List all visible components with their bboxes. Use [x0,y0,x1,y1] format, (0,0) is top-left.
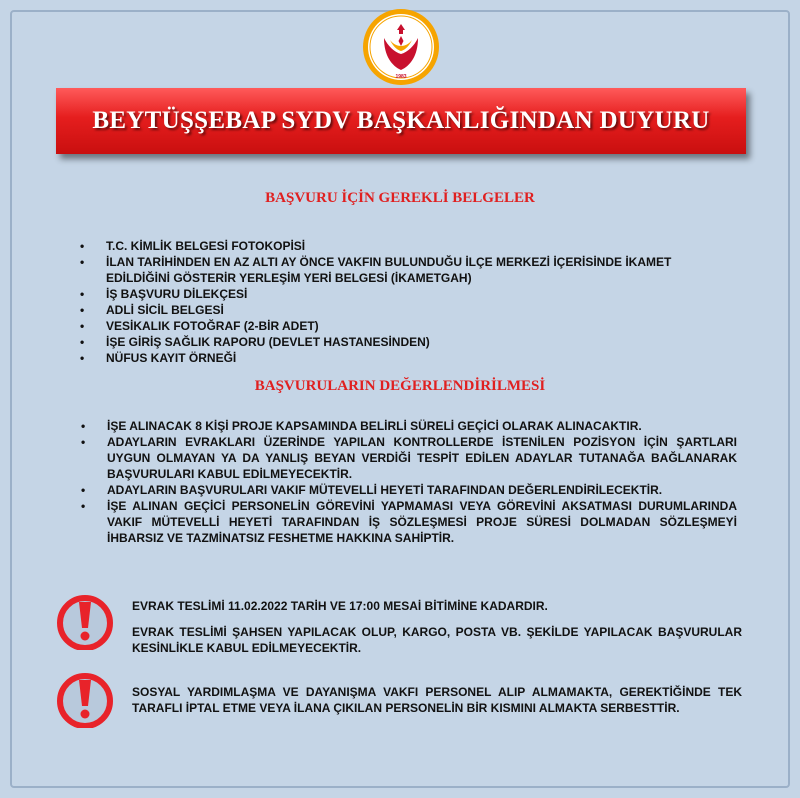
delivery-notice: EVRAK TESLİMİ ŞAHSEN YAPILACAK OLUP, KARGO, POSTA VB. ŞEKİLDE YAPILACAK BAŞVURULAR KESİNLİKLE KABUL EDİLMEYECEKTİR. [132,625,742,655]
documents-heading: BAŞVURU İÇİN GEREKLİ BELGELER [265,190,535,206]
evaluation-heading: BAŞVURULARIN DEĞERLENDİRİLMESİ [254,378,546,394]
page-title: BEYTÜŞŞEBAP SYDV BAŞKANLIĞINDAN DUYURU [92,107,710,134]
list-item: • ADAYLARIN EVRAKLARI ÜZERİNDE YAPILAN KONTROLLERDE İSTENİLEN POZİSYON İÇİN ŞARTLARI UYGUN OLMAYAN YA DA YANLIŞ BEYAN VERDİĞİ TESPİT EDİLEN ADAYLAR TUTANAĞA BAĞLANARAK BAŞVURULARI KABUL EDİLMEYECEKTİR. [107,434,737,482]
evaluation-list [107,418,737,546]
exclamation-circle-icon [57,594,113,650]
deadline-notice: EVRAK TESLİMİ 11.02.2022 TARİH VE 17:00 MESAİ BİTİMİNE KADARDIR. [132,599,548,613]
list-item: • NÜFUS KAYIT ÖRNEĞİ [106,350,706,366]
documents-list [106,238,706,366]
title-banner [56,88,746,154]
list-item: • İŞE ALINACAK 8 KİŞİ PROJE KAPSAMINDA BELİRLİ SÜRELİ GEÇİCİ OLARAK ALINACAKTIR. [107,418,737,434]
rights-notice: SOSYAL YARDIMLAŞMA VE DAYANIŞMA VAKFI PERSONEL ALIP ALMAMAKTA, GEREKTİĞİNDE TEK TARAFLI İPTAL ETME VEYA İLANA ÇIKILAN PERSONELİN BİR KISMINI ALMAKTA SERBESTTİR. [132,685,742,715]
logo-year: 1983 [395,74,407,80]
list-item: • ADAYLARIN BAŞVURULARI VAKIF MÜTEVELLİ HEYETİ TARAFINDAN DEĞERLENDİRİLECEKTİR. [107,482,737,498]
exclamation-circle-icon [57,672,113,728]
list-item: • İŞ BAŞVURU DİLEKÇESİ [106,286,706,302]
list-item: • İLAN TARİHİNDEN EN AZ ALTI AY ÖNCE VAKFIN BULUNDUĞU İLÇE MERKEZİ İÇERİSİNDE İKAMET EDİLDİĞİNİ GÖSTERİR YERLEŞİM YERİ BELGESİ (İKAMETGAH) [106,254,706,286]
list-item: • ADLİ SİCİL BELGESİ [106,302,706,318]
list-item: • İŞE ALINAN GEÇİCİ PERSONELİN GÖREVİNİ YAPMAMASI VEYA GÖREVİNİ AKSATMASI DURUMLARINDA VAKIF MÜTEVELLİ HEYETİ TARAFINDAN İŞ SÖZLEŞMESİ PROJE SÜRESİ DOLMADAN SÖZLEŞMEYİ İHBARSIZ VE TAZMİNATSIZ FESHETME HAKKINA SAHİPTİR. [107,498,737,546]
list-item: • İŞE GİRİŞ SAĞLIK RAPORU (DEVLET HASTANESİNDEN) [106,334,706,350]
list-item: • T.C. KİMLİK BELGESİ FOTOKOPİSİ [106,238,706,254]
foundation-emblem-icon [362,8,440,86]
list-item: • VESİKALIK FOTOĞRAF (2-BİR ADET) [106,318,706,334]
